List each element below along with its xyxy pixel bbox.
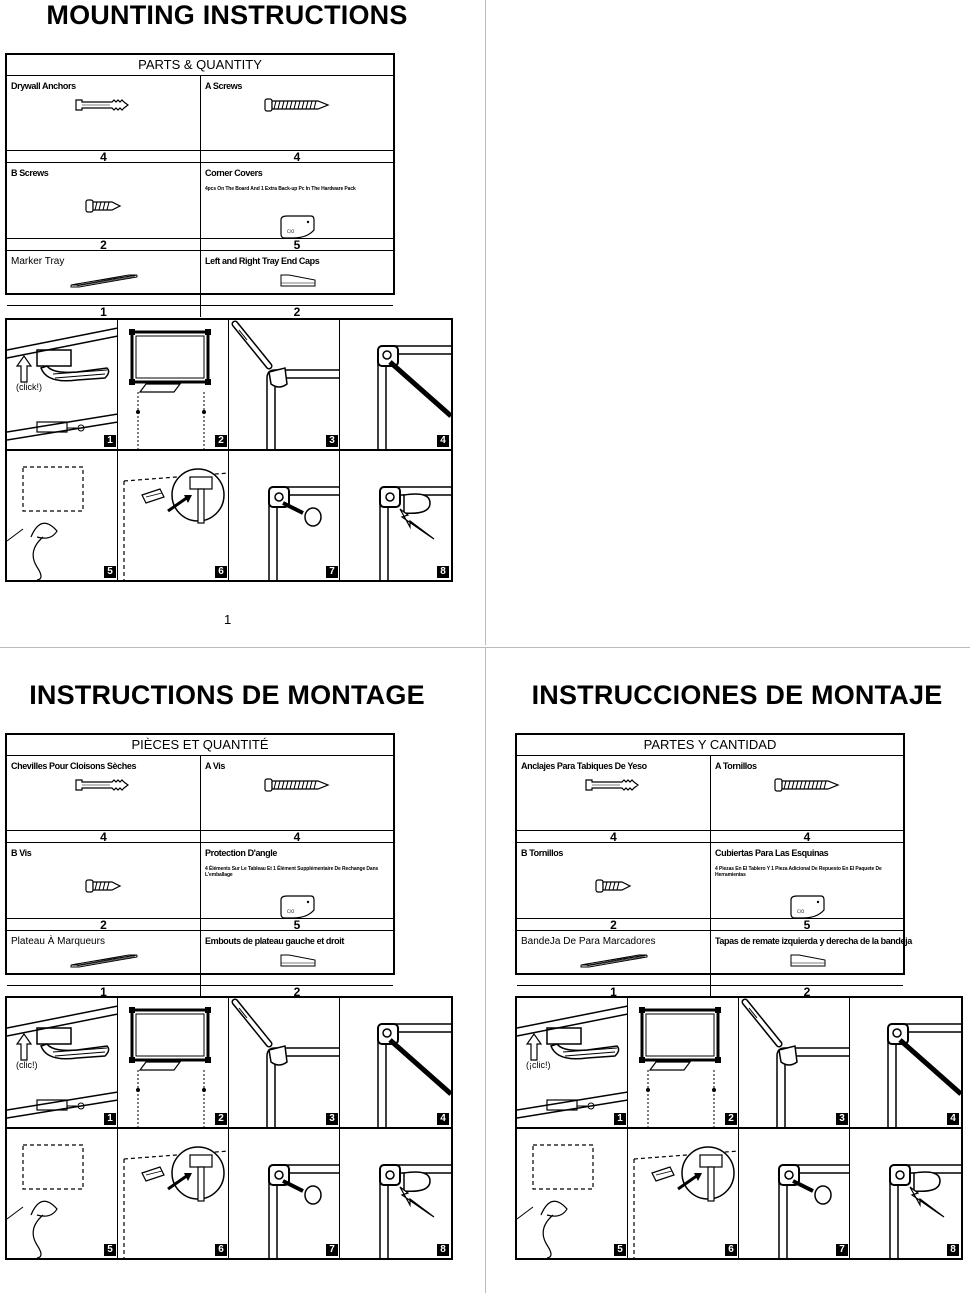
step-number: 5 [614, 1244, 626, 1256]
panel-title: MOUNTING INSTRUCTIONS [46, 0, 408, 30]
part-cell [710, 756, 903, 842]
screw-icon [201, 97, 393, 118]
step-illustration [118, 451, 229, 580]
panel-title: INSTRUCCIONES DE MONTAJE [531, 680, 943, 710]
parts-row [517, 756, 903, 843]
steps-divider-vertical [117, 998, 118, 1258]
step-number: 4 [437, 1113, 449, 1125]
step-number: 3 [836, 1113, 848, 1125]
steps-divider-vertical [339, 320, 340, 580]
panel-title: INSTRUCTIONS DE MONTAGE [29, 680, 425, 710]
part-cell [200, 76, 393, 162]
part-quantity: 4 [201, 830, 393, 842]
parts-table [5, 53, 395, 319]
step-illustration [850, 998, 961, 1127]
part-quantity: 1 [7, 985, 200, 997]
parts-row [7, 931, 393, 997]
step-illustration [628, 998, 739, 1127]
part-cell [200, 931, 393, 997]
part-note: 4pcs On The Board And 1 Extra Back-up Pc In The Hardware Pack [205, 186, 356, 192]
step-illustration [739, 1129, 850, 1258]
step-number: 8 [437, 566, 449, 578]
svg-text:C/O: C/O [287, 229, 295, 234]
steps-divider-horizontal [517, 1127, 961, 1129]
step-number: 6 [725, 1244, 737, 1256]
step-illustration [7, 320, 118, 449]
mounting-steps-grid [5, 996, 453, 1260]
svg-text:C/O: C/O [287, 909, 295, 914]
step-illustration [118, 1129, 229, 1258]
parts-row [517, 843, 903, 931]
part-quantity: 4 [7, 830, 200, 842]
part-label: BandeJa De Para Marcadores [521, 936, 656, 947]
step-illustration [517, 998, 628, 1127]
step-number: 3 [326, 435, 338, 447]
part-label: B Vis [11, 848, 32, 858]
step-number: 5 [104, 1244, 116, 1256]
step-number: 4 [437, 435, 449, 447]
part-cell [7, 251, 200, 317]
part-cell [7, 163, 200, 250]
step-number: 3 [326, 1113, 338, 1125]
steps-divider-vertical [117, 320, 118, 580]
end-cap-icon [201, 271, 393, 294]
step-illustration [739, 998, 850, 1127]
step-number: 6 [215, 1244, 227, 1256]
steps-divider-vertical [627, 998, 628, 1258]
part-label: Left and Right Tray End Caps [205, 256, 320, 266]
part-cell [7, 843, 200, 930]
part-label: A Screws [205, 81, 242, 91]
part-note: 4 Éléments Sur Le Tableau Et 1 Élément Supplémentaire De Rechange Dans L'emballage [205, 866, 379, 878]
drywall-anchor-icon [7, 97, 200, 118]
step-number: 5 [104, 566, 116, 578]
part-label: Anclajes Para Tabiques De Yeso [521, 761, 647, 771]
part-cell [710, 843, 903, 930]
parts-row [517, 931, 912, 999]
step-number: 1 [614, 1113, 626, 1125]
part-label: A Tornillos [715, 761, 757, 771]
part-quantity: 5 [201, 238, 393, 250]
step-illustration [229, 1129, 340, 1258]
drywall-anchor-icon [517, 777, 710, 798]
part-label: B Tornillos [521, 848, 563, 858]
part-label: A Vis [205, 761, 226, 771]
step-illustration [628, 1129, 739, 1258]
click-label: (¡clic!) [526, 1060, 551, 1070]
part-quantity: 4 [201, 150, 393, 162]
step-illustration [340, 998, 451, 1127]
step-number: 7 [326, 1244, 338, 1256]
marker-tray-icon [517, 951, 710, 974]
part-label: Cubiertas Para Las Esquinas [715, 848, 829, 858]
part-quantity: 2 [7, 238, 200, 250]
step-illustration [7, 998, 118, 1127]
short-screw-icon [517, 878, 710, 899]
part-quantity: 1 [7, 305, 200, 317]
parts-table-title: PARTES Y CANTIDAD [517, 735, 903, 756]
part-cell [200, 756, 393, 842]
short-screw-icon [7, 878, 200, 899]
part-label: Corner Covers [205, 168, 263, 178]
part-label: Protection D'angle [205, 848, 277, 858]
steps-divider-vertical [339, 998, 340, 1258]
part-quantity: 5 [711, 918, 903, 930]
step-number: 6 [215, 566, 227, 578]
part-cell [517, 843, 710, 930]
parts-table-title: PIÈCES ET QUANTITÉ [7, 735, 393, 756]
screw-icon [201, 777, 393, 798]
mounting-steps-grid [515, 996, 963, 1260]
part-cell [710, 931, 912, 999]
parts-row [7, 756, 393, 843]
part-cell [7, 931, 200, 997]
short-screw-icon [7, 198, 200, 219]
part-label: Marker Tray [11, 256, 65, 267]
step-illustration [7, 1129, 118, 1258]
step-number: 2 [215, 435, 227, 447]
steps-divider-vertical [228, 998, 229, 1258]
step-number: 8 [437, 1244, 449, 1256]
step-illustration [340, 1129, 451, 1258]
steps-divider-vertical [228, 320, 229, 580]
part-label: Chevilles Pour Cloisons Sèches [11, 761, 137, 771]
end-cap-icon [711, 951, 903, 974]
mounting-steps-grid [5, 318, 453, 582]
screw-icon [711, 777, 903, 798]
part-quantity: 2 [201, 305, 393, 317]
step-illustration [340, 320, 451, 449]
part-cell [517, 756, 710, 842]
part-quantity: 2 [517, 918, 710, 930]
parts-table [5, 733, 395, 999]
step-illustration [118, 320, 229, 449]
end-cap-icon [201, 951, 393, 974]
part-note: 4 Piezas En El Tablero Y 1 Pieza Adicional De Repuesto En El Paquete De Herramientas [715, 866, 882, 878]
step-illustration [229, 998, 340, 1127]
step-number: 4 [947, 1113, 959, 1125]
part-cell [200, 163, 393, 250]
fold-line-vertical-bottom [485, 648, 486, 1293]
fold-line-vertical-top [485, 0, 486, 645]
part-cell [517, 931, 710, 997]
part-cell [200, 843, 393, 930]
page-number: 1 [224, 612, 232, 627]
parts-row [7, 76, 393, 163]
step-illustration [118, 998, 229, 1127]
steps-divider-horizontal [7, 1127, 451, 1129]
step-number: 7 [326, 566, 338, 578]
part-label: Embouts de plateau gauche et droit [205, 936, 344, 946]
part-label: Drywall Anchors [11, 81, 76, 91]
step-illustration [517, 1129, 628, 1258]
parts-table [515, 733, 912, 999]
step-illustration [229, 451, 340, 580]
marker-tray-icon [7, 951, 200, 974]
part-quantity: 2 [711, 985, 903, 997]
part-quantity: 1 [517, 985, 710, 997]
step-number: 1 [104, 435, 116, 447]
click-label: (click!) [16, 382, 42, 392]
step-number: 1 [104, 1113, 116, 1125]
part-label: Plateau À Marqueurs [11, 936, 105, 947]
steps-divider-horizontal [7, 449, 451, 451]
part-quantity: 4 [711, 830, 903, 842]
steps-divider-vertical [849, 998, 850, 1258]
part-quantity: 5 [201, 918, 393, 930]
part-label: Tapas de remate izquierda y derecha de la bandeja [715, 936, 912, 946]
marker-tray-icon [7, 271, 200, 294]
step-number: 2 [725, 1113, 737, 1125]
part-quantity: 4 [517, 830, 710, 842]
parts-row [7, 163, 393, 251]
step-number: 7 [836, 1244, 848, 1256]
steps-divider-vertical [738, 998, 739, 1258]
step-number: 8 [947, 1244, 959, 1256]
part-quantity: 4 [7, 150, 200, 162]
part-cell [7, 756, 200, 842]
step-illustration [7, 451, 118, 580]
part-quantity: 2 [7, 918, 200, 930]
part-cell [200, 251, 393, 317]
part-quantity: 2 [201, 985, 393, 997]
parts-table-title: PARTS & QUANTITY [7, 55, 393, 76]
step-number: 2 [215, 1113, 227, 1125]
parts-row [7, 251, 393, 317]
parts-row [7, 843, 393, 931]
drywall-anchor-icon [7, 777, 200, 798]
step-illustration [229, 320, 340, 449]
click-label: (clic!) [16, 1060, 38, 1070]
step-illustration [340, 451, 451, 580]
step-illustration [850, 1129, 961, 1258]
part-cell [7, 76, 200, 162]
svg-text:C/O: C/O [797, 909, 805, 914]
part-label: B Screws [11, 168, 49, 178]
